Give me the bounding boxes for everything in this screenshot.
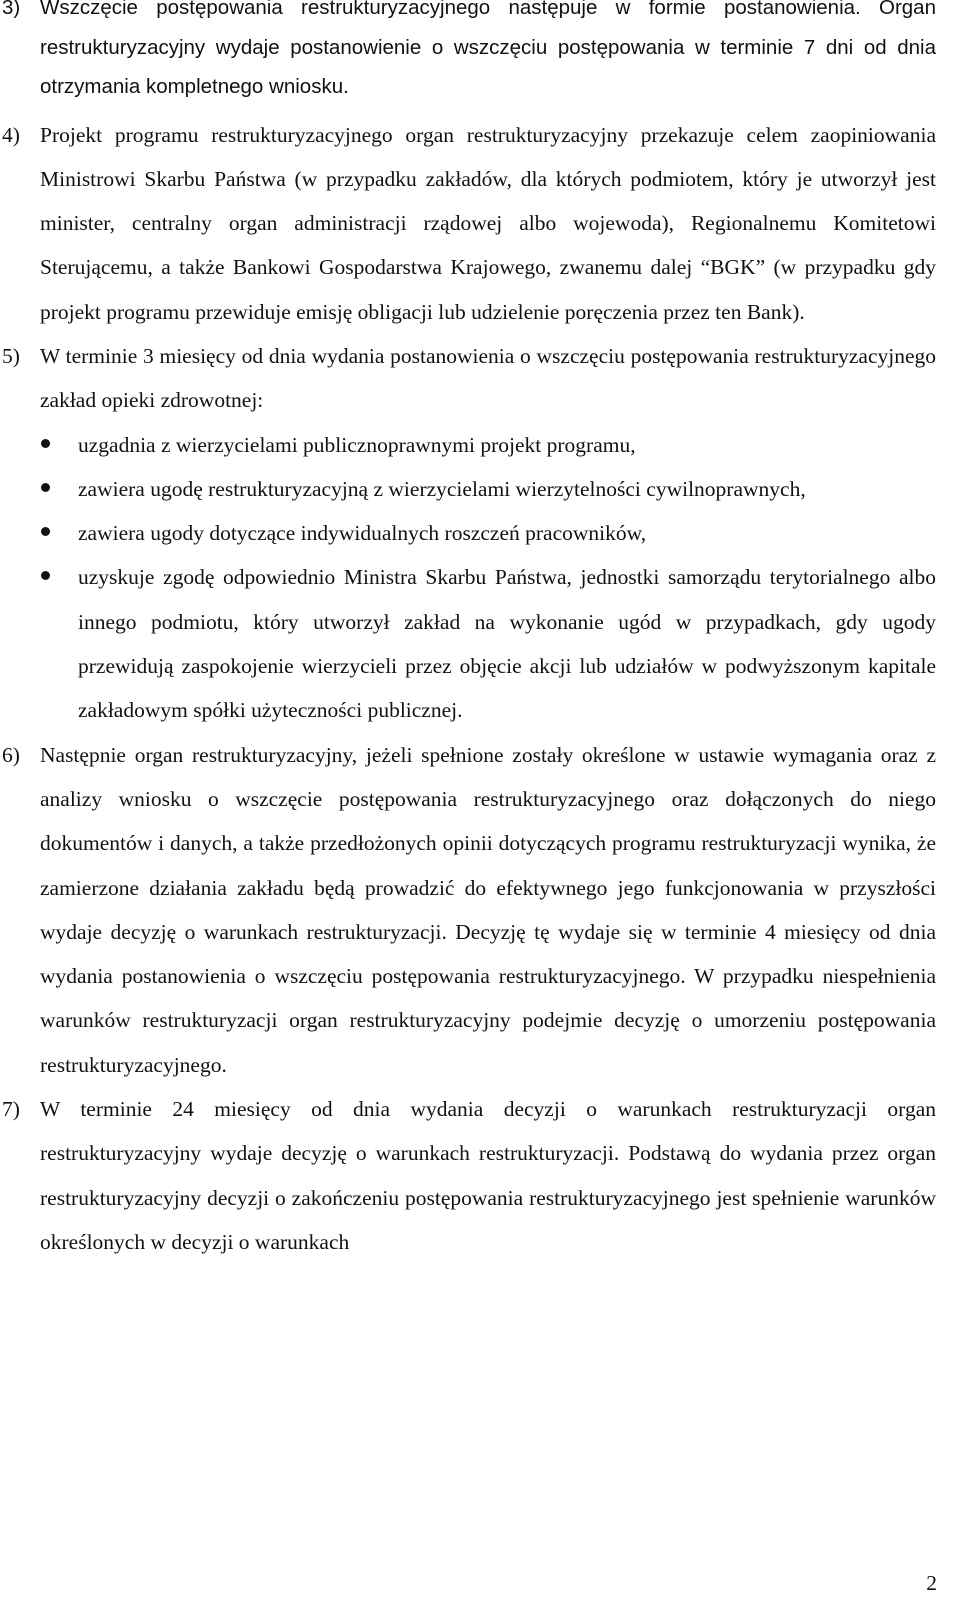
bullet-text: zawiera ugodę restrukturyzacyjną z wierzycielami wierzytelności cywilnoprawnych, (78, 476, 806, 501)
list-item-number: 4) (2, 122, 20, 147)
bullet-text: zawiera ugody dotyczące indywidualnych roszczeń pracowników, (78, 521, 647, 546)
bullet-text: uzgadnia z wierzycielami publicznoprawnymi projekt programu, (78, 432, 636, 457)
list-item-4 (2, 113, 936, 334)
bullet-item (78, 423, 936, 467)
bullet-list (40, 423, 936, 733)
bullet-icon (41, 483, 50, 492)
bullet-icon (41, 571, 50, 580)
list-item-6 (2, 733, 936, 1087)
bullet-icon (41, 527, 50, 536)
bullet-text: uzyskuje zgodę odpowiednio Ministra Skarbu Państwa, jednostki samorządu terytorialnego albo innego podmiotu, który utworzył zakład na wykonanie ugód w przypadkach, gdy ugody przewidują zaspokojenie wierzycieli przez objęcie akcji lub udziałów w podwyższonym kapitale zakładowym spółki użyteczności publicznej. (78, 565, 936, 723)
list-item-7 (2, 1087, 936, 1264)
list-item-text: Projekt programu restrukturyzacyjnego organ restrukturyzacyjny przekazuje celem zaopiniowania Ministrowi Skarbu Państwa (w przypadku zakładów, dla których podmiotem, który je utworzył jest minister, centralny organ administracji rządowej albo wojewoda), Regionalnemu Komitetowi Sterującemu, a także Bankowi Gospodarstwa Krajowego, zwanemu dalej “BGK” (w przypadku gdy projekt programu przewiduje emisję obligacji lub udzielenie poręczenia przez ten Bank). (40, 122, 936, 324)
list-item-number: 7) (2, 1097, 20, 1122)
bullet-item (78, 467, 936, 511)
list-item-text: Wszczęcie postępowania restrukturyzacyjnego następuje w formie postanowienia. Organ restrukturyzacyjny wydaje postanowienie o wszczęciu postępowania w terminie 7 dni od dnia otrzymania kompletnego wniosku. (40, 0, 936, 98)
bullet-icon (41, 439, 50, 448)
bullet-item (78, 555, 936, 732)
list-item-text: W terminie 3 miesięcy od dnia wydania postanowienia o wszczęciu postępowania restrukturyzacyjnego zakład opieki zdrowotnej: (40, 343, 936, 413)
list-item-number: 5) (2, 343, 20, 368)
page-number: 2 (926, 1571, 937, 1595)
list-item-number: 3) (2, 0, 21, 19)
list-item-number: 6) (2, 742, 20, 767)
list-item-5 (2, 334, 936, 733)
list-item-text: W terminie 24 miesięcy od dnia wydania decyzji o warunkach restrukturyzacji organ restrukturyzacyjny wydaje decyzję o warunkach restrukturyzacji. Podstawą do wydania przez organ restrukturyzacyjny decyzji o zakończeniu postępowania restrukturyzacyjnego jest spełnienie warunków określonych w decyzji o warunkach (40, 1097, 936, 1254)
list-item-text: Następnie organ restrukturyzacyjny, jeżeli spełnione zostały określone w ustawie wymagania oraz z analizy wniosku o wszczęcie postępowania restrukturyzacyjnego oraz dołączonych do niego dokumentów i danych, a także przedłożonych opinii dotyczących programu restrukturyzacji wynika, że zamierzone działania zakładu będą prowadzić do efektywnego jego funkcjonowania w przyszłości wydaje decyzję o warunkach restrukturyzacji. Decyzję tę wydaje się w terminie 4 miesięcy od dnia wydania postanowienia o wszczęciu postępowania restrukturyzacyjnego. W przypadku niespełnienia warunków restrukturyzacji organ restrukturyzacyjny podejmie decyzję o umorzeniu postępowania restrukturyzacyjnego. (40, 742, 936, 1077)
bullet-item (78, 511, 936, 555)
list-item-3 (2, 0, 936, 107)
